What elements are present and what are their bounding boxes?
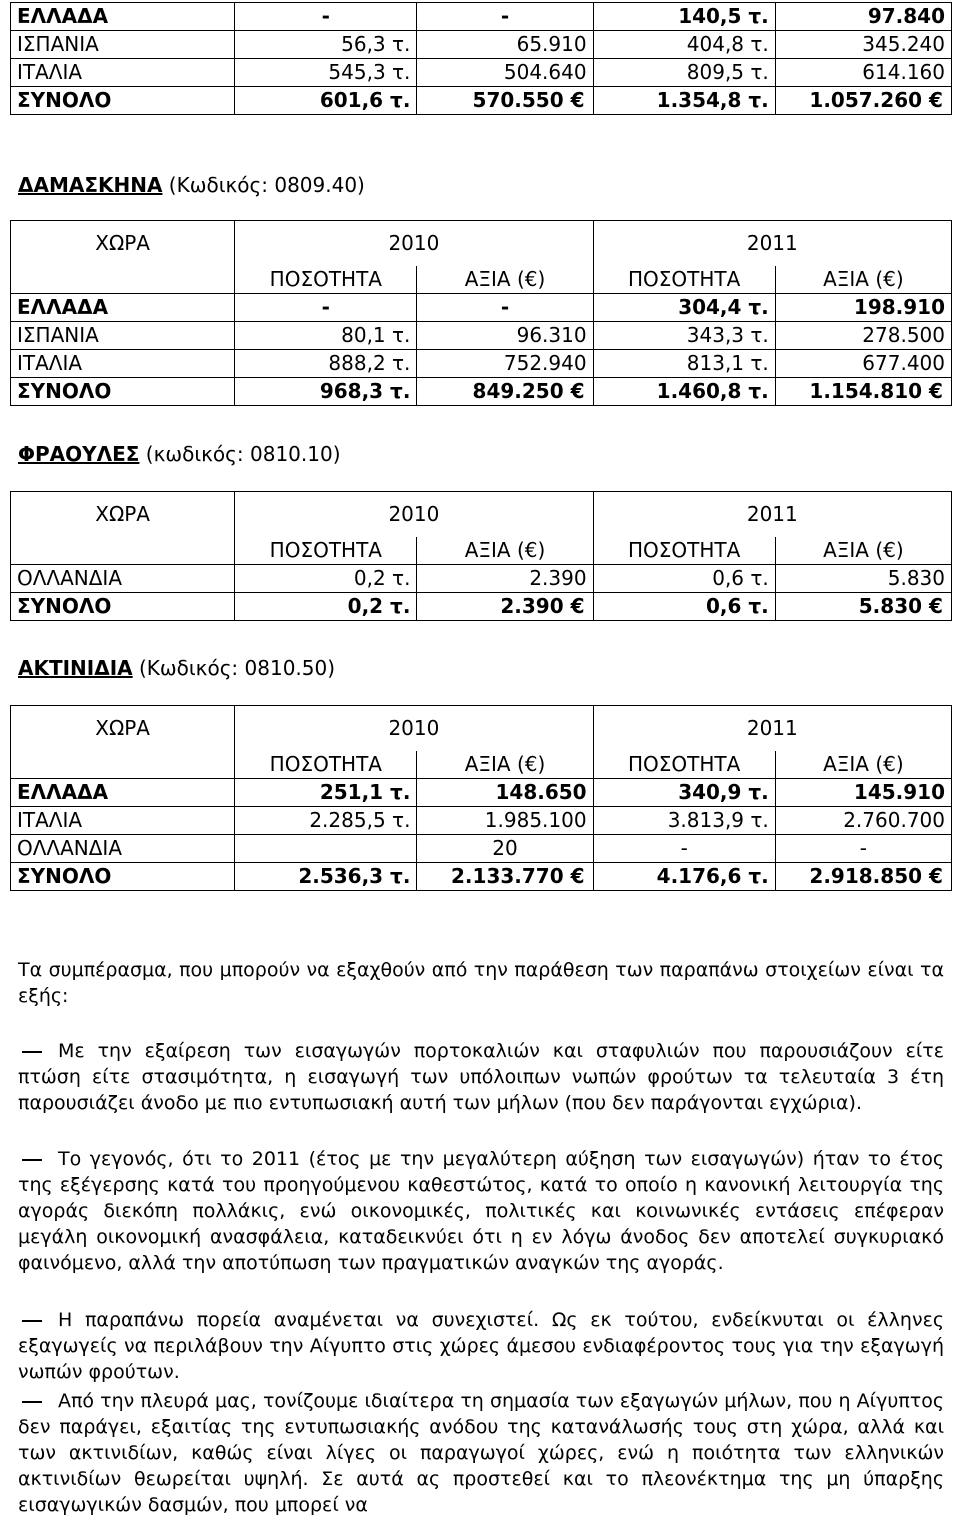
conclusions-intro: Τα συμπέρασμα, που μπορούν να εξαχθούν από την παράθεση των παραπάνω στοιχείων είναι τα εξής:	[18, 959, 944, 1007]
quantity-2010-cell	[235, 807, 417, 835]
value-2011-cell-text: 614.160	[862, 60, 945, 84]
quantity-2011-cell-text: 343,3 τ.	[686, 323, 769, 347]
quantity-2010-cell-text: 80,1 τ.	[341, 323, 411, 347]
quantity-2011-cell	[593, 350, 775, 378]
bullet-item	[18, 1388, 944, 1518]
value-2011-cell	[775, 779, 951, 807]
country-cell	[11, 378, 235, 406]
quantity-2010-cell-text: 0,2 τ.	[347, 594, 411, 618]
quantity-2011-cell	[593, 835, 775, 863]
table-kiwis	[10, 705, 952, 891]
year-header: 2011	[593, 221, 951, 267]
table-row	[11, 779, 952, 807]
quantity-2011-cell-text: 813,1 τ.	[686, 351, 769, 375]
value-2011-cell-text: 2.918.850	[809, 864, 923, 888]
value-2011-cell-text: 345.240	[862, 32, 945, 56]
quantity-2010-cell-text: 545,3 τ.	[328, 60, 411, 84]
value-2010-cell-text: 570.550	[472, 88, 564, 112]
value-2010-cell-text: 2.133.770	[451, 864, 564, 888]
quantity-2011-cell-text: 304,4 τ.	[678, 295, 769, 319]
country-cell	[11, 322, 235, 350]
quantity-2011-cell-text: 809,5 τ.	[686, 60, 769, 84]
country-cell	[11, 863, 235, 891]
quantity-2011-cell	[593, 565, 775, 593]
country-cell	[11, 835, 235, 863]
bullet-item	[18, 1307, 944, 1385]
table-row	[11, 3, 952, 31]
country-cell-text: ΣΥΝΟΛΟ	[17, 88, 112, 112]
quantity-2010-cell	[235, 87, 417, 115]
quantity-2010-cell	[235, 835, 417, 863]
quantity-header: ΠΟΣΟΤΗΤΑ	[235, 751, 417, 779]
quantity-2010-cell	[235, 59, 417, 87]
value-2010-cell	[417, 294, 593, 322]
quantity-2011-cell-text: 404,8 τ.	[686, 32, 769, 56]
value-header: ΑΞΙΑ (€)	[775, 751, 951, 779]
section-code: (κωδικός: 0810.10)	[139, 442, 341, 466]
section-title-strawberries	[18, 441, 341, 467]
table-row	[11, 565, 952, 593]
country-cell	[11, 593, 235, 621]
value-2010-cell	[417, 59, 593, 87]
quantity-2011-cell	[593, 294, 775, 322]
country-cell-text: ΣΥΝΟΛΟ	[17, 864, 112, 888]
value-2010-cell-text: -	[500, 4, 510, 28]
quantity-header: ΠΟΣΟΤΗΤΑ	[593, 266, 775, 294]
quantity-2011-cell	[593, 807, 775, 835]
country-cell	[11, 807, 235, 835]
quantity-header: ΠΟΣΟΤΗΤΑ	[593, 751, 775, 779]
quantity-2010-cell	[235, 593, 417, 621]
country-cell-text: ΣΥΝΟΛΟ	[17, 594, 112, 618]
value-header: ΑΞΙΑ (€)	[417, 537, 593, 565]
country-cell-text: ΟΛΛΑΝΔΙΑ	[17, 566, 123, 590]
table-header-row	[11, 492, 952, 538]
value-2011-cell	[775, 294, 951, 322]
quantity-header: ΠΟΣΟΤΗΤΑ	[593, 537, 775, 565]
euro-symbol: €	[929, 379, 943, 403]
section-title-kiwis	[18, 655, 335, 681]
value-header: ΑΞΙΑ (€)	[417, 266, 593, 294]
year-header: 2010	[235, 221, 593, 267]
quantity-2011-cell	[593, 863, 775, 891]
euro-symbol: €	[570, 379, 585, 403]
table-continuation	[10, 2, 952, 115]
country-cell	[11, 779, 235, 807]
table-header-row	[11, 706, 952, 752]
quantity-2011-cell-text: 4.176,6 τ.	[656, 864, 769, 888]
table-row	[11, 863, 952, 891]
quantity-2011-cell	[593, 3, 775, 31]
value-2011-cell	[775, 565, 951, 593]
value-2010-cell-text: 2.390	[500, 594, 564, 618]
value-2010-cell-text: 1.985.100	[484, 808, 587, 832]
value-2011-cell-text: 278.500	[862, 323, 945, 347]
value-2011-cell	[775, 31, 951, 59]
value-2010-cell	[417, 31, 593, 59]
table-row	[11, 807, 952, 835]
value-2011-cell	[775, 593, 951, 621]
quantity-2010-cell-text: 2.536,3 τ.	[298, 864, 411, 888]
table-row	[11, 593, 952, 621]
country-cell-text: ΕΛΛΑΔΑ	[17, 4, 109, 28]
value-2010-cell-text: 504.640	[503, 60, 587, 84]
country-cell	[11, 87, 235, 115]
value-2011-cell-text: 145.910	[853, 780, 945, 804]
quantity-2010-cell-text: 2.285,5 τ.	[309, 808, 411, 832]
value-2010-cell	[417, 593, 593, 621]
table-row	[11, 322, 952, 350]
value-2011-cell-text: -	[859, 836, 867, 860]
table-strawberries	[10, 491, 952, 621]
country-cell	[11, 59, 235, 87]
value-2010-cell-text: 2.390	[529, 566, 587, 590]
table-header-row	[11, 221, 952, 267]
country-cell-text: ΙΤΑΛΙΑ	[17, 351, 83, 375]
quantity-2010-cell	[235, 294, 417, 322]
dash-bullet-icon	[22, 1401, 42, 1403]
euro-symbol: €	[570, 594, 585, 618]
value-2011-cell	[775, 3, 951, 31]
section-code: (Κωδικός: 0810.50)	[132, 656, 336, 680]
quantity-2010-cell-text: 251,1 τ.	[319, 780, 411, 804]
value-2011-cell-text: 2.760.700	[843, 808, 945, 832]
dash-bullet-icon	[22, 1320, 42, 1322]
value-header: ΑΞΙΑ (€)	[775, 266, 951, 294]
table-row	[11, 294, 952, 322]
bullet-item	[18, 1038, 944, 1116]
country-cell	[11, 294, 235, 322]
country-cell	[11, 565, 235, 593]
country-cell-text: ΟΛΛΑΝΔΙΑ	[17, 836, 123, 860]
quantity-2010-cell-text: -	[321, 295, 330, 319]
quantity-2011-cell-text: 0,6 τ.	[706, 594, 769, 618]
dash-bullet-icon	[22, 1051, 42, 1053]
quantity-2010-cell-text: 888,2 τ.	[328, 351, 411, 375]
value-2010-cell	[417, 350, 593, 378]
value-2010-cell	[417, 3, 593, 31]
quantity-2010-cell-text: 968,3 τ.	[319, 379, 411, 403]
euro-symbol: €	[929, 864, 943, 888]
quantity-2010-cell	[235, 779, 417, 807]
table-row	[11, 350, 952, 378]
bullet-text: Από την πλευρά μας, τονίζουμε ιδιαίτερα τη σημασία των εξαγωγών μήλων, που η Αίγυπτος δεν παράγει, εξαιτίας της εντυπωσιακής ανόδου της κατανάλωσής τους στη χώρα, αλλά και των ακτινιδίων, καθώς είναι λίγες οι παραγωγοί χώρες, ενώ η ποιότητα των ελληνικών ακτινιδίων θεωρείται υψηλή. Σε αυτά ας προστεθεί και το πλεονέκτημα της μη ύπαρξης εισαγωγικών δασμών, που μπορεί να	[18, 1390, 944, 1516]
quantity-2011-cell-text: 1.460,8 τ.	[656, 379, 769, 403]
value-2010-cell	[417, 835, 593, 863]
quantity-2011-cell-text: 0,6 τ.	[712, 566, 769, 590]
year-header: 2011	[593, 492, 951, 538]
value-2011-cell-text: 5.830	[858, 594, 923, 618]
value-2010-cell-text: 752.940	[503, 351, 587, 375]
country-cell-text: ΙΤΑΛΙΑ	[17, 808, 83, 832]
euro-symbol: €	[570, 88, 585, 112]
quantity-2011-cell-text: 3.813,9 τ.	[667, 808, 769, 832]
quantity-2010-cell	[235, 31, 417, 59]
quantity-2011-cell	[593, 593, 775, 621]
value-2011-cell	[775, 350, 951, 378]
quantity-2010-cell	[235, 863, 417, 891]
quantity-2010-cell	[235, 322, 417, 350]
table-row	[11, 59, 952, 87]
country-cell-text: ΙΣΠΑΝΙΑ	[17, 32, 99, 56]
value-header: ΑΞΙΑ (€)	[775, 537, 951, 565]
value-2010-cell-text: 849.250	[472, 379, 564, 403]
country-cell-text: ΙΤΑΛΙΑ	[17, 60, 83, 84]
value-2011-cell	[775, 59, 951, 87]
value-2011-cell	[775, 863, 951, 891]
quantity-2011-cell-text: -	[680, 836, 688, 860]
quantity-2010-cell-text: 56,3 τ.	[341, 32, 411, 56]
quantity-header: ΠΟΣΟΤΗΤΑ	[235, 537, 417, 565]
value-2011-cell-text: 677.400	[862, 351, 945, 375]
table-plums	[10, 220, 952, 406]
quantity-2010-cell-text: 601,6 τ.	[319, 88, 411, 112]
quantity-2011-cell	[593, 59, 775, 87]
bullet-text: Η παραπάνω πορεία αναμένεται να συνεχιστεί. Ως εκ τούτου, ενδείκνυται οι έλληνες εξαγωγείς να περιλάβουν την Αίγυπτο στις χώρες άμεσου ενδιαφέροντος τους για την εξαγωγή νωπών φρούτων.	[18, 1309, 944, 1383]
quantity-2010-cell	[235, 565, 417, 593]
value-2011-cell	[775, 87, 951, 115]
value-2010-cell-text: 148.650	[495, 780, 587, 804]
quantity-2011-cell-text: 340,9 τ.	[678, 780, 769, 804]
value-2010-cell-text: 20	[492, 836, 518, 860]
table-row	[11, 378, 952, 406]
euro-symbol: €	[929, 594, 943, 618]
country-header: ΧΩΡΑ	[11, 492, 235, 565]
dash-bullet-icon	[22, 1159, 42, 1161]
bullet-text: Με την εξαίρεση των εισαγωγών πορτοκαλιών και σταφυλιών που παρουσιάζουν είτε πτώση είτε στασιμότητα, η εισαγωγή των υπόλοιπων νωπών φρούτων τα τελευταία 3 έτη παρουσιάζει άνοδο με πιο εντυπωσιακή αυτή των μήλων (που δεν παράγονται εγχώρια).	[18, 1040, 944, 1114]
quantity-2010-cell-text: -	[321, 4, 330, 28]
quantity-2011-cell-text: 1.354,8 τ.	[656, 88, 769, 112]
quantity-2010-cell	[235, 350, 417, 378]
country-cell-text: ΣΥΝΟΛΟ	[17, 379, 112, 403]
value-2010-cell-text: -	[500, 295, 510, 319]
section-name: ΑΚΤΙΝΙΔΙΑ	[18, 656, 133, 680]
table-row	[11, 87, 952, 115]
value-2010-cell	[417, 87, 593, 115]
value-2011-cell	[775, 807, 951, 835]
quantity-2011-cell	[593, 378, 775, 406]
value-2010-cell	[417, 779, 593, 807]
quantity-2010-cell	[235, 3, 417, 31]
value-2010-cell	[417, 378, 593, 406]
year-header: 2011	[593, 706, 951, 752]
value-2010-cell	[417, 807, 593, 835]
country-cell-text: ΕΛΛΑΔΑ	[17, 295, 109, 319]
section-code: (Κωδικός: 0809.40)	[162, 173, 365, 197]
euro-symbol: €	[570, 864, 585, 888]
quantity-2010-cell	[235, 378, 417, 406]
value-2011-cell-text: 97.840	[867, 4, 945, 28]
country-header: ΧΩΡΑ	[11, 706, 235, 779]
value-2011-cell	[775, 322, 951, 350]
country-cell	[11, 3, 235, 31]
quantity-2011-cell	[593, 322, 775, 350]
value-2010-cell-text: 65.910	[516, 32, 587, 56]
year-header: 2010	[235, 492, 593, 538]
table-row	[11, 31, 952, 59]
value-2011-cell	[775, 378, 951, 406]
value-2011-cell-text: 5.830	[887, 566, 945, 590]
value-2011-cell-text: 1.057.260	[809, 88, 923, 112]
value-2011-cell	[775, 835, 951, 863]
value-2010-cell	[417, 565, 593, 593]
country-header: ΧΩΡΑ	[11, 221, 235, 294]
year-header: 2010	[235, 706, 593, 752]
section-title-plums	[18, 172, 365, 198]
country-cell	[11, 350, 235, 378]
value-2010-cell	[417, 322, 593, 350]
bullet-text: Το γεγονός, ότι το 2011 (έτος με την μεγαλύτερη αύξηση των εισαγωγών) ήταν το έτος της εξέγερσης κατά του προηγούμενου καθεστώτος, κατά το οποίο η κανονική λειτουργία της αγοράς διεκόπη πολλάκις, ενώ οικονομικές, πολιτικές και κοινωνικές εντάσεις επέφεραν μεγάλη οικονομική ανασφάλεια, καταδεικνύει ότι η εν λόγω άνοδος δεν αποτελεί συγκυριακό φαινόμενο, αλλά την αποτύπωση των πραγματικών αναγκών της αγοράς.	[18, 1148, 944, 1274]
value-2010-cell	[417, 863, 593, 891]
bullet-item	[18, 1146, 944, 1276]
country-cell	[11, 31, 235, 59]
quantity-2010-cell-text: 0,2 τ.	[353, 566, 411, 590]
value-2011-cell-text: 1.154.810	[809, 379, 923, 403]
quantity-header: ΠΟΣΟΤΗΤΑ	[235, 266, 417, 294]
euro-symbol: €	[929, 88, 943, 112]
section-name: ΦΡΑΟΥΛΕΣ	[18, 442, 140, 466]
quantity-2011-cell	[593, 31, 775, 59]
section-name: ΔΑΜΑΣΚΗΝΑ	[18, 173, 163, 197]
quantity-2011-cell	[593, 779, 775, 807]
quantity-2011-cell	[593, 87, 775, 115]
value-2010-cell-text: 96.310	[516, 323, 587, 347]
country-cell-text: ΕΛΛΑΔΑ	[17, 780, 109, 804]
table-row	[11, 835, 952, 863]
value-header: ΑΞΙΑ (€)	[417, 751, 593, 779]
value-2011-cell-text: 198.910	[853, 295, 945, 319]
country-cell-text: ΙΣΠΑΝΙΑ	[17, 323, 99, 347]
quantity-2011-cell-text: 140,5 τ.	[678, 4, 769, 28]
